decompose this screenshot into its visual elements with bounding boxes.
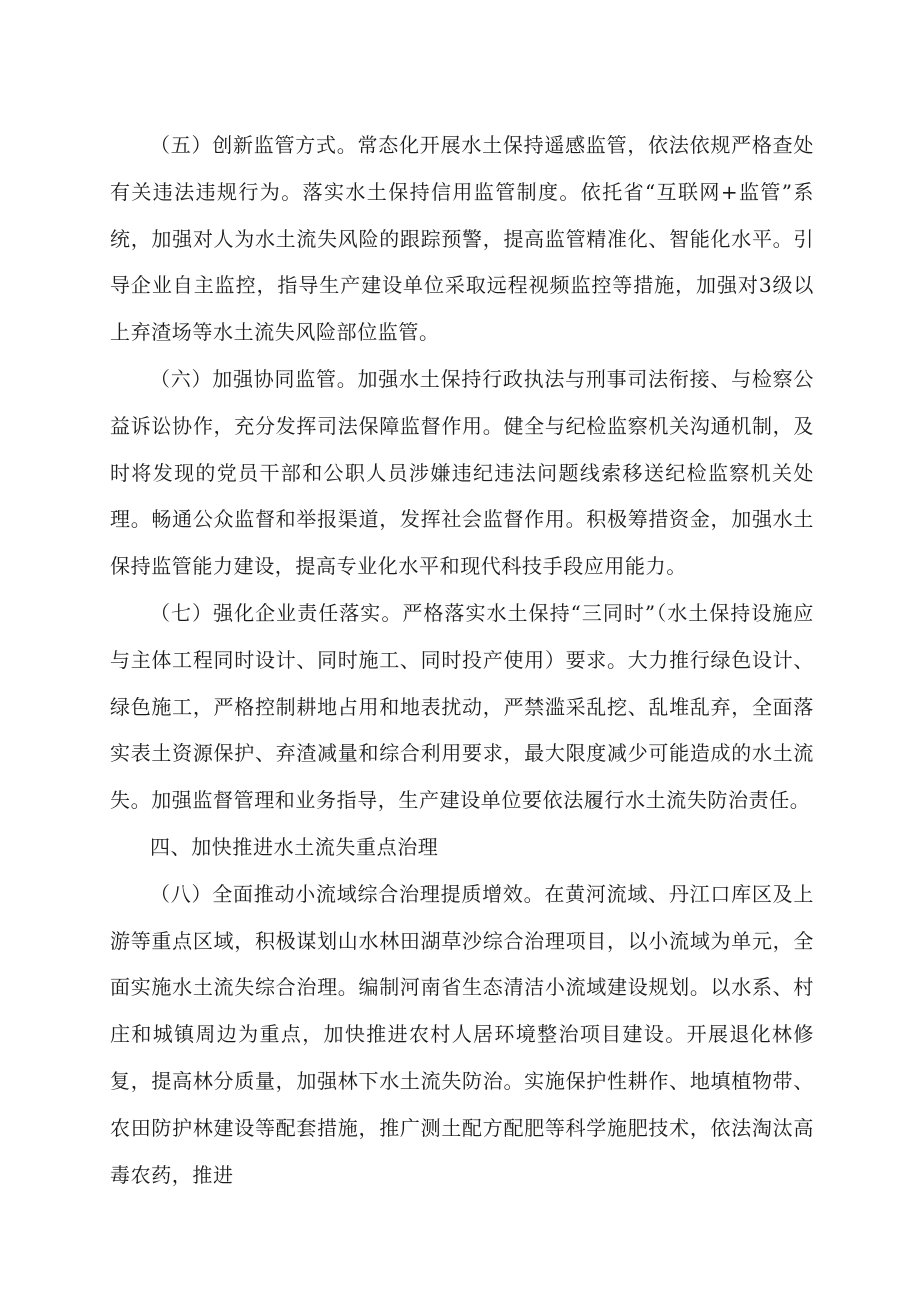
paragraph-8: （八）全面推动小流域综合治理提质增效。在黄河流域、丹江口库区及上游等重点区域，积极谋划山水林田湖草沙综合治理项目，以小流域为单元，全面实施水土流失综合治理。编制河南省生态清洁小流域建设规划。以水系、村庄和城镇周边为重点，加快推进农村人居环境整治项目建设。开展退化林修复，提高林分质量，加强林下水土流失防治。实施保护性耕作、地填植物带、农田防护林建设等配套措施，推广测土配方配肥等科学施肥技术，依法淘汰高毒农药，推进 <box>110 881 814 1187</box>
paragraph-7: （七）强化企业责任落实。严格落实水土保持“三同时”（水土保持设施应与主体工程同时设计、同时施工、同时投产使用）要求。大力推行绿色设计、绿色施工，严格控制耕地占用和地表扰动，严禁滥采乱挖、乱堆乱弃，全面落实表土资源保护、弃渣减量和综合利用要求，最大限度减少可能造成的水土流失。加强监督管理和业务指导，生产建设单位要依法履行水土流失防治责任。 <box>110 600 814 813</box>
section-heading: 四、加快推进水土流失重点治理 <box>150 834 439 859</box>
paragraph-6: （六）加强协同监管。加强水土保持行政执法与刑事司法衔接、与检察公益诉讼协作，充分发挥司法保障监督作用。健全与纪检监察机关沟通机制，及时将发现的党员干部和公职人员涉嫌违纪违法问题线索移送纪检监察机关处理。畅通公众监督和举报渠道，发挥社会监督作用。积极筹措资金，加强水土保持监管能力建设，提高专业化水平和现代科技手段应用能力。 <box>110 366 814 579</box>
paragraph-5: （五）创新监管方式。常态化开展水土保持遥感监管，依法依规严格查处有关违法违规行为。落实水土保持信用监管制度。依托省“互联网+监管”系统，加强对人为水土流失风险的跟踪预警，提高监管精准化、智能化水平。引导企业自主监控，指导生产建设单位采取远程视频监控等措施，加强对3级以上弃渣场等水土流失风险部位监管。 <box>110 133 814 345</box>
body-text <box>110 122 814 1198</box>
